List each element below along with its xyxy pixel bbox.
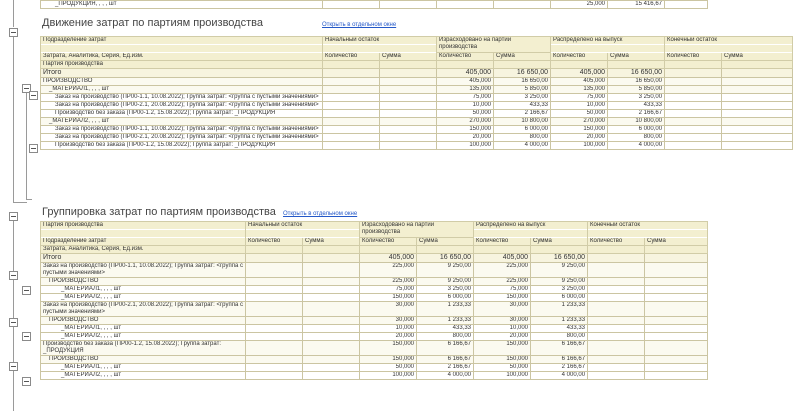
value-cell: 150,000: [360, 341, 417, 356]
row-label: ПРОИЗВОДСТВО: [41, 78, 323, 86]
value-cell: 1 233,33: [531, 317, 588, 325]
empty-cell: [246, 333, 303, 341]
empty-cell: [323, 110, 380, 118]
empty-cell: [380, 142, 437, 150]
empty-cell: [665, 126, 722, 134]
empty-cell: [588, 333, 645, 341]
row-label: _МАТЕРИАЛ1, , , , шт: [41, 286, 246, 294]
value-cell: 9 250,00: [417, 278, 474, 286]
value-cell: 75,000: [474, 286, 531, 294]
header-cell: Распределено на выпуск: [551, 37, 665, 45]
value-cell: 6 166,67: [531, 341, 588, 356]
table-row[interactable]: [41, 325, 708, 333]
empty-cell: [665, 102, 722, 110]
table-row[interactable]: [41, 372, 708, 380]
empty-cell: [380, 102, 437, 110]
collapse-minus-icon[interactable]: [22, 377, 31, 386]
value-cell: 5 850,00: [494, 86, 551, 94]
value-cell: 405,000: [437, 69, 494, 78]
outline-line: [13, 221, 14, 411]
empty-cell: [722, 134, 793, 142]
top-row-qty: 25,000: [551, 1, 608, 9]
table-row[interactable]: [41, 142, 793, 150]
value-cell: 4 000,00: [531, 372, 588, 380]
empty-cell: [722, 102, 793, 110]
empty-cell: [722, 78, 793, 86]
empty-cell: [645, 302, 708, 317]
empty-cell: [722, 142, 793, 150]
value-cell: 75,000: [437, 94, 494, 102]
table-row[interactable]: [41, 69, 793, 78]
value-cell: 2 166,67: [608, 110, 665, 118]
value-cell: 20,000: [551, 134, 608, 142]
row-label: Заказ на производство (ПР00-1.1, 10.08.2022); Группа затрат: <группа с пустыми значениями>: [41, 94, 323, 102]
row-label: ПРОИЗВОДСТВО: [41, 278, 246, 286]
value-cell: 16 650,00: [494, 69, 551, 78]
section1-table: [40, 36, 793, 150]
empty-cell: [645, 294, 708, 302]
header-cell: Сумма: [417, 238, 474, 246]
value-cell: 150,000: [437, 126, 494, 134]
value-cell: 1 233,33: [417, 317, 474, 325]
empty-cell: [380, 110, 437, 118]
value-cell: 405,000: [437, 78, 494, 86]
empty-cell: [246, 356, 303, 364]
empty-cell: [246, 254, 303, 263]
empty-cell: [303, 302, 360, 317]
empty-cell: [246, 341, 303, 356]
empty-cell: [588, 364, 645, 372]
empty-cell: [665, 142, 722, 150]
row-label: Производство без заказа (ПР00-1.2, 15.08.2022); Группа затрат: _ПРОДУКЦИЯ: [41, 110, 323, 118]
table-row[interactable]: [41, 126, 793, 134]
header-cell: Партия производства: [41, 222, 246, 230]
top-row-table: [40, 0, 708, 9]
outline-line: [13, 0, 14, 26]
value-cell: 100,000: [437, 142, 494, 150]
empty-cell: [303, 372, 360, 380]
empty-cell: [380, 134, 437, 142]
row-label: Заказ на производство (ПР00-2.1, 20.08.2022); Группа затрат: <группа с пустыми значениями>: [41, 134, 323, 142]
header-cell: Начальный остаток: [323, 37, 437, 45]
value-cell: 225,000: [474, 278, 531, 286]
row-label: Производство без заказа (ПР00-1.2, 15.08.2022); Группа затрат: _ПРОДУКЦИЯ: [41, 142, 323, 150]
value-cell: 433,33: [417, 325, 474, 333]
empty-cell: [303, 286, 360, 294]
value-cell: 10,000: [551, 102, 608, 110]
empty-cell: [380, 86, 437, 94]
header-cell: Сумма: [722, 53, 793, 61]
table-row[interactable]: [41, 134, 793, 142]
empty-cell: [246, 364, 303, 372]
value-cell: 150,000: [474, 356, 531, 364]
empty-cell: [645, 341, 708, 356]
empty-cell: [303, 333, 360, 341]
empty-cell: [665, 110, 722, 118]
empty-cell: [645, 263, 708, 278]
outline-line: [26, 199, 32, 200]
outline-line: [26, 93, 27, 199]
value-cell: 2 166,67: [494, 110, 551, 118]
collapse-minus-icon[interactable]: [9, 212, 18, 221]
value-cell: 4 000,00: [494, 142, 551, 150]
empty-cell: [588, 254, 645, 263]
empty-cell: [665, 78, 722, 86]
empty-cell: [303, 294, 360, 302]
table-row[interactable]: [41, 286, 708, 294]
value-cell: 6 000,00: [531, 294, 588, 302]
table-row[interactable]: [41, 364, 708, 372]
row-label: Итого: [41, 254, 246, 263]
empty-cell: [303, 317, 360, 325]
row-label: _МАТЕРИАЛ2, , , , шт: [41, 118, 323, 126]
value-cell: 50,000: [474, 364, 531, 372]
value-cell: 800,00: [531, 333, 588, 341]
header-cell: Израсходовано на партии производства: [360, 222, 474, 238]
header-cell: Сумма: [380, 53, 437, 61]
value-cell: 9 250,00: [531, 263, 588, 278]
section2-title: Группировка затрат по партиям производства: [42, 206, 276, 218]
value-cell: 30,000: [474, 317, 531, 325]
value-cell: 6 000,00: [494, 126, 551, 134]
value-cell: 225,000: [360, 263, 417, 278]
value-cell: 10 800,00: [608, 118, 665, 126]
table-row[interactable]: [41, 110, 793, 118]
empty-cell: [588, 302, 645, 317]
table-row[interactable]: [41, 317, 708, 325]
empty-cell: [645, 372, 708, 380]
value-cell: 270,000: [551, 118, 608, 126]
empty-cell: [380, 69, 437, 78]
table-row[interactable]: [41, 86, 793, 94]
row-label: Заказ на производство (ПР00-2.1, 20.08.2022); Группа затрат: <группа с пустыми значениями>: [41, 102, 323, 110]
empty-cell: [323, 78, 380, 86]
value-cell: 3 250,00: [494, 94, 551, 102]
value-cell: 16 650,00: [417, 254, 474, 263]
empty-cell: [588, 294, 645, 302]
empty-cell: [588, 325, 645, 333]
header-cell: Затрата, Аналитика, Серия, Ед.изм.: [41, 53, 323, 61]
value-cell: 4 000,00: [608, 142, 665, 150]
value-cell: 433,33: [494, 102, 551, 110]
value-cell: 6 000,00: [608, 126, 665, 134]
value-cell: 6 166,67: [531, 356, 588, 364]
empty-cell: [303, 278, 360, 286]
value-cell: 10 800,00: [494, 118, 551, 126]
value-cell: 5 850,00: [608, 86, 665, 94]
table-row[interactable]: [41, 341, 708, 356]
row-label: ПРОИЗВОДСТВО: [41, 356, 246, 364]
empty-cell: [303, 364, 360, 372]
header-cell: Сумма: [303, 238, 360, 246]
header-cell: Количество: [360, 238, 417, 246]
header-cell: Конечный остаток: [665, 37, 793, 45]
collapse-minus-icon[interactable]: [9, 362, 18, 371]
value-cell: 6 166,67: [417, 356, 474, 364]
value-cell: 433,33: [608, 102, 665, 110]
empty-cell: [588, 317, 645, 325]
value-cell: 150,000: [474, 294, 531, 302]
empty-cell: [645, 254, 708, 263]
table-row[interactable]: [41, 294, 708, 302]
table-row[interactable]: [41, 102, 793, 110]
header-cell: Сумма: [494, 53, 551, 61]
empty-cell: [246, 278, 303, 286]
empty-cell: [323, 102, 380, 110]
empty-cell: [588, 278, 645, 286]
table-row[interactable]: [41, 302, 708, 317]
row-label: _МАТЕРИАЛ1, , , , шт: [41, 364, 246, 372]
collapse-minus-icon[interactable]: [9, 28, 18, 37]
value-cell: 800,00: [494, 134, 551, 142]
value-cell: 6 166,67: [417, 341, 474, 356]
empty-cell: [722, 126, 793, 134]
table-row[interactable]: [41, 263, 708, 278]
value-cell: 9 250,00: [417, 263, 474, 278]
empty-cell: [722, 86, 793, 94]
value-cell: 4 000,00: [417, 372, 474, 380]
value-cell: 150,000: [360, 356, 417, 364]
row-label: _МАТЕРИАЛ2, , , , шт: [41, 372, 246, 380]
value-cell: 50,000: [551, 110, 608, 118]
header-cell: Количество: [437, 53, 494, 61]
value-cell: 800,00: [608, 134, 665, 142]
header-cell: Распределено на выпуск: [474, 222, 588, 230]
collapse-minus-icon[interactable]: [29, 144, 38, 153]
collapse-minus-icon[interactable]: [9, 271, 18, 280]
empty-cell: [380, 126, 437, 134]
empty-cell: [588, 372, 645, 380]
empty-cell: [645, 325, 708, 333]
value-cell: 30,000: [360, 317, 417, 325]
value-cell: 9 250,00: [531, 278, 588, 286]
value-cell: 50,000: [437, 110, 494, 118]
empty-cell: [323, 94, 380, 102]
header-cell: Сумма: [531, 238, 588, 246]
value-cell: 3 250,00: [608, 94, 665, 102]
value-cell: 20,000: [437, 134, 494, 142]
value-cell: 1 233,33: [531, 302, 588, 317]
value-cell: 405,000: [360, 254, 417, 263]
empty-cell: [645, 286, 708, 294]
value-cell: 16 650,00: [608, 69, 665, 78]
empty-cell: [246, 372, 303, 380]
outline-line: [13, 202, 27, 203]
empty-cell: [323, 118, 380, 126]
value-cell: 150,000: [551, 126, 608, 134]
row-label: Производство без заказа (ПР00-1.2, 15.08.2022); Группа затрат: _ПРОДУКЦИЯ: [41, 341, 246, 356]
row-label: _МАТЕРИАЛ1, , , , шт: [41, 325, 246, 333]
value-cell: 3 250,00: [417, 286, 474, 294]
top-row-label: _ПРОДУКЦИЯ, , , , шт: [41, 1, 323, 9]
empty-cell: [246, 317, 303, 325]
empty-cell: [380, 78, 437, 86]
header-cell: Количество: [246, 238, 303, 246]
empty-cell: [303, 341, 360, 356]
value-cell: 75,000: [360, 286, 417, 294]
header-cell: Израсходовано на партии производства: [437, 37, 551, 53]
table-row[interactable]: [41, 356, 708, 364]
header-cell: Количество: [665, 53, 722, 61]
value-cell: 16 650,00: [531, 254, 588, 263]
collapse-minus-icon[interactable]: [22, 332, 31, 341]
row-label: Итого: [41, 69, 323, 78]
value-cell: 1 233,33: [417, 302, 474, 317]
empty-cell: [588, 356, 645, 364]
empty-cell: [246, 286, 303, 294]
value-cell: 135,000: [551, 86, 608, 94]
table-row[interactable]: [41, 254, 708, 263]
empty-cell: [323, 69, 380, 78]
table-row[interactable]: [41, 94, 793, 102]
empty-cell: [722, 69, 793, 78]
header-cell: Подразделение затрат: [41, 37, 323, 45]
value-cell: 10,000: [437, 102, 494, 110]
top-row-sum: 15 416,67: [608, 1, 665, 9]
header-cell: Количество: [588, 238, 645, 246]
value-cell: 405,000: [551, 78, 608, 86]
collapse-minus-icon[interactable]: [22, 286, 31, 295]
section1-open-link[interactable]: Открыть в отдельном окне: [322, 22, 397, 28]
value-cell: 225,000: [360, 278, 417, 286]
empty-cell: [645, 317, 708, 325]
empty-cell: [246, 302, 303, 317]
header-cell: Количество: [323, 53, 380, 61]
empty-cell: [303, 254, 360, 263]
value-cell: 16 650,00: [494, 78, 551, 86]
empty-cell: [588, 341, 645, 356]
header-cell: Начальный остаток: [246, 222, 360, 230]
section1-title: Движение затрат по партиям производства: [42, 17, 263, 29]
row-label: ПРОИЗВОДСТВО: [41, 317, 246, 325]
empty-cell: [665, 69, 722, 78]
empty-cell: [303, 325, 360, 333]
outline-gutter: [0, 0, 40, 411]
empty-cell: [588, 263, 645, 278]
value-cell: 405,000: [551, 69, 608, 78]
value-cell: 2 166,67: [417, 364, 474, 372]
value-cell: 10,000: [360, 325, 417, 333]
row-label: _МАТЕРИАЛ1, , , , шт: [41, 86, 323, 94]
value-cell: 405,000: [474, 254, 531, 263]
empty-cell: [645, 364, 708, 372]
value-cell: 30,000: [474, 302, 531, 317]
value-cell: 16 650,00: [608, 78, 665, 86]
empty-cell: [722, 94, 793, 102]
table-row[interactable]: [41, 278, 708, 286]
header-cell: Конечный остаток: [588, 222, 708, 230]
empty-cell: [722, 118, 793, 126]
value-cell: 150,000: [474, 341, 531, 356]
empty-cell: [645, 333, 708, 341]
value-cell: 6 000,00: [417, 294, 474, 302]
section2-table: [40, 221, 708, 380]
empty-cell: [665, 134, 722, 142]
row-label: Заказ на производство (ПР00-1.1, 10.08.2022); Группа затрат: <группа с пустыми значениями>: [41, 263, 246, 278]
value-cell: 270,000: [437, 118, 494, 126]
header-cell: Подразделение затрат: [41, 238, 246, 246]
empty-cell: [323, 126, 380, 134]
value-cell: 433,33: [531, 325, 588, 333]
value-cell: 50,000: [360, 364, 417, 372]
outline-line: [13, 26, 14, 27]
empty-cell: [246, 294, 303, 302]
empty-cell: [645, 356, 708, 364]
collapse-minus-icon[interactable]: [9, 318, 18, 327]
value-cell: 225,000: [474, 263, 531, 278]
value-cell: 135,000: [437, 86, 494, 94]
empty-cell: [380, 94, 437, 102]
empty-cell: [323, 86, 380, 94]
empty-cell: [645, 278, 708, 286]
table-row[interactable]: [41, 78, 793, 86]
empty-cell: [303, 263, 360, 278]
value-cell: 100,000: [360, 372, 417, 380]
collapse-minus-icon[interactable]: [29, 91, 38, 100]
header-cell: Количество: [474, 238, 531, 246]
header-cell: Сумма: [608, 53, 665, 61]
value-cell: 100,000: [551, 142, 608, 150]
empty-cell: [722, 110, 793, 118]
row-label: Заказ на производство (ПР00-1.1, 10.08.2022); Группа затрат: <группа с пустыми значениями>: [41, 126, 323, 134]
value-cell: 30,000: [360, 302, 417, 317]
value-cell: 3 250,00: [531, 286, 588, 294]
empty-cell: [665, 118, 722, 126]
empty-cell: [323, 134, 380, 142]
empty-cell: [380, 118, 437, 126]
empty-cell: [323, 142, 380, 150]
row-label: _МАТЕРИАЛ2, , , , шт: [41, 333, 246, 341]
value-cell: 100,000: [474, 372, 531, 380]
row-label: Заказ на производство (ПР00-2.1, 20.08.2022); Группа затрат: <группа с пустыми значениями>: [41, 302, 246, 317]
value-cell: 20,000: [474, 333, 531, 341]
value-cell: 10,000: [474, 325, 531, 333]
value-cell: 800,00: [417, 333, 474, 341]
table-row[interactable]: [41, 118, 793, 126]
outline-line: [13, 37, 14, 202]
header-cell: Сумма: [645, 238, 708, 246]
section2-open-link[interactable]: Открыть в отдельном окне: [283, 211, 358, 217]
header-cell: Затрата, Аналитика, Серия, Ед.изм.: [41, 246, 246, 254]
value-cell: 75,000: [551, 94, 608, 102]
empty-cell: [588, 286, 645, 294]
header-cell: Партия производства: [41, 61, 323, 69]
empty-cell: [246, 325, 303, 333]
value-cell: 150,000: [360, 294, 417, 302]
empty-cell: [246, 263, 303, 278]
row-label: _МАТЕРИАЛ2, , , , шт: [41, 294, 246, 302]
header-cell: Количество: [551, 53, 608, 61]
table-row[interactable]: [41, 333, 708, 341]
empty-cell: [665, 94, 722, 102]
value-cell: 2 166,67: [531, 364, 588, 372]
empty-cell: [665, 86, 722, 94]
value-cell: 20,000: [360, 333, 417, 341]
empty-cell: [303, 356, 360, 364]
